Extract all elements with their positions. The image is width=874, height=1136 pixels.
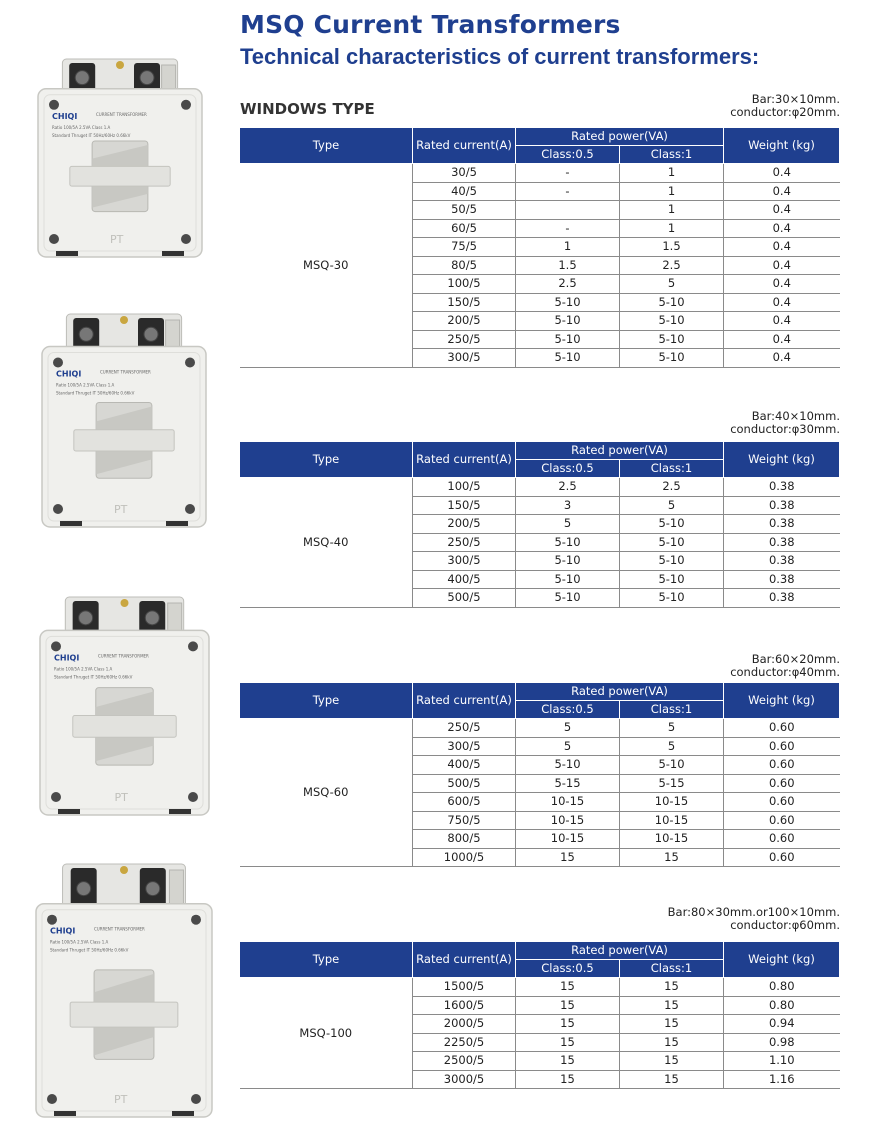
spec-bar: Bar:30×10mm. [751,92,840,106]
rated-current-cell: 300/5 [413,737,516,756]
class05-cell: 15 [516,1070,620,1089]
class1-cell: 5-10 [620,312,724,331]
mounting-hole [185,504,195,514]
spec-conductor: conductor:φ40mm. [730,665,840,679]
header-weight: Weight (kg) [724,942,840,978]
weight-cell: 0.60 [724,774,840,793]
brand-logo: CHIQI [56,369,82,379]
header-class05: Class:0.5 [516,146,620,164]
mounting-hole [188,641,198,651]
rated-current-cell: 750/5 [413,811,516,830]
terminal-screw [140,71,154,85]
class05-cell: 5-10 [516,349,620,368]
class05-cell: 5 [516,515,620,534]
spec-bar: Bar:80×30mm.or100×10mm. [667,905,840,919]
mounting-hole [53,358,63,368]
label-text: Ratio 100/5A 2.5VA Class 1.A [56,382,115,388]
rated-current-cell: 300/5 [413,349,516,368]
class1-cell: 10-15 [620,830,724,849]
rated-current-cell: 1500/5 [413,978,516,997]
weight-cell: 0.4 [724,256,840,275]
class05-cell: 10-15 [516,811,620,830]
class05-cell: - [516,219,620,238]
weight-cell: 0.80 [724,996,840,1015]
class1-cell: 15 [620,978,724,997]
rated-current-cell: 75/5 [413,238,516,257]
class05-cell: 15 [516,996,620,1015]
class1-cell: 15 [620,996,724,1015]
weight-cell: 0.38 [724,533,840,552]
class1-cell: 1 [620,201,724,220]
pt-mark: PT [110,233,124,246]
rated-current-cell: 250/5 [413,719,516,738]
type-cell: MSQ-100 [240,978,413,1089]
rated-current-cell: 400/5 [413,570,516,589]
weight-cell: 0.60 [724,811,840,830]
weight-cell: 0.38 [724,478,840,497]
header-rated-power: Rated power(VA) [516,128,724,146]
spec-bar: Bar:40×10mm. [751,409,840,423]
foot [56,251,78,256]
mounting-hole [49,100,59,110]
class1-cell: 5-10 [620,330,724,349]
class1-cell: 15 [620,1052,724,1071]
terminal-screw [145,611,159,625]
transformer-image-msq60 [32,593,217,823]
rated-current-cell: 250/5 [413,533,516,552]
header-rated-power: Rated power(VA) [516,683,724,701]
mounting-hole [188,792,198,802]
class05-cell: 5-10 [516,312,620,331]
header-type: Type [240,442,413,478]
label-text: CURRENT TRANSFORMER [94,926,145,932]
mounting-hole [181,100,191,110]
class05-cell: 1 [516,238,620,257]
spec-conductor: conductor:φ60mm. [730,918,840,932]
rated-current-cell: 150/5 [413,496,516,515]
weight-cell: 0.38 [724,570,840,589]
table-row [240,978,840,997]
label-text: CURRENT TRANSFORMER [98,653,149,659]
label-text: CURRENT TRANSFORMER [96,111,147,117]
terminal-pin [120,316,128,324]
foot [54,1111,76,1116]
class1-cell: 10-15 [620,793,724,812]
weight-cell: 1.16 [724,1070,840,1089]
class1-cell: 5-10 [620,589,724,608]
class1-cell: 1 [620,219,724,238]
header-type: Type [240,128,413,164]
rated-current-cell: 200/5 [413,515,516,534]
class1-cell: 5 [620,737,724,756]
terminal-screw [146,882,160,896]
weight-cell: 0.60 [724,737,840,756]
class05-cell: 5-10 [516,330,620,349]
weight-cell: 0.60 [724,830,840,849]
header-class05: Class:0.5 [516,701,620,719]
class1-cell: 5 [620,719,724,738]
rated-current-cell: 1000/5 [413,848,516,867]
class05-cell: 10-15 [516,793,620,812]
rated-current-cell: 50/5 [413,201,516,220]
spec-table-msq100 [239,941,840,1089]
weight-cell: 0.80 [724,978,840,997]
rated-current-cell: 400/5 [413,756,516,775]
header-row [240,683,840,701]
type-cell: MSQ-60 [240,719,413,867]
label-text: CURRENT TRANSFORMER [100,369,151,375]
table-row [240,164,840,183]
class05-cell: 15 [516,848,620,867]
window-crossbar [74,430,174,451]
spec-table-msq40 [239,441,840,608]
class05-cell: 10-15 [516,830,620,849]
terminal-screw [77,882,91,896]
class1-cell: 5 [620,496,724,515]
mounting-hole [51,641,61,651]
brand-logo: CHIQI [54,653,80,663]
weight-cell: 0.4 [724,293,840,312]
class05-cell: 2.5 [516,275,620,294]
class05-cell: 5-15 [516,774,620,793]
class1-cell: 1 [620,164,724,183]
mounting-hole [181,234,191,244]
rated-current-cell: 2250/5 [413,1033,516,1052]
rated-current-cell: 100/5 [413,275,516,294]
rated-current-cell: 800/5 [413,830,516,849]
class1-cell: 15 [620,1015,724,1034]
pt-mark: PT [114,503,128,516]
pt-mark: PT [114,1093,128,1106]
rated-current-cell: 300/5 [413,552,516,571]
class05-cell: 5 [516,737,620,756]
pt-mark: PT [114,791,128,804]
class1-cell: 5-10 [620,349,724,368]
spec-bar: Bar:60×20mm. [751,652,840,666]
terminal-pin [121,599,129,607]
rated-current-cell: 3000/5 [413,1070,516,1089]
class1-cell: 5-10 [620,515,724,534]
label-text: Standard Thruget IT 50Hz/60Hz 0.66kV [56,390,135,396]
rated-current-cell: 500/5 [413,589,516,608]
spec-note-msq60 [730,653,840,679]
rated-current-cell: 150/5 [413,293,516,312]
transformer-image-msq40 [34,310,214,535]
header-class1: Class:1 [620,146,724,164]
header-weight: Weight (kg) [724,442,840,478]
header-rated-current: Rated current(A) [413,442,516,478]
class05-cell: 15 [516,1033,620,1052]
header-class1: Class:1 [620,701,724,719]
weight-cell: 0.60 [724,848,840,867]
header-weight: Weight (kg) [724,683,840,719]
class05-cell [516,201,620,220]
terminal-pin [120,866,128,874]
weight-cell: 0.4 [724,330,840,349]
class05-cell: 5-10 [516,293,620,312]
spec-conductor: conductor:φ30mm. [730,422,840,436]
mounting-hole [47,915,57,925]
class1-cell: 15 [620,1070,724,1089]
brand-logo: CHIQI [50,926,76,936]
terminal-screw [144,327,158,341]
class05-cell: 5-10 [516,533,620,552]
foot [166,521,188,526]
class05-cell: 5-10 [516,552,620,571]
header-class05: Class:0.5 [516,460,620,478]
weight-cell: 1.10 [724,1052,840,1071]
foot [162,251,184,256]
rated-current-cell: 2500/5 [413,1052,516,1071]
class1-cell: 15 [620,1033,724,1052]
class05-cell: - [516,182,620,201]
type-cell: MSQ-40 [240,478,413,608]
weight-cell: 0.4 [724,201,840,220]
class1-cell: 5-10 [620,756,724,775]
mounting-hole [191,915,201,925]
weight-cell: 0.38 [724,552,840,571]
weight-cell: 0.98 [724,1033,840,1052]
weight-cell: 0.60 [724,719,840,738]
spec-table-msq30 [239,127,840,368]
window-crossbar [70,1002,178,1027]
transformer-image-msq30 [30,55,210,265]
label-text: Ratio 100/5A 2.5VA Class 1.A [52,124,111,130]
rated-current-cell: 250/5 [413,330,516,349]
table-row [240,719,840,738]
page-title: MSQ Current Transformers [240,10,621,39]
class05-cell: 5-10 [516,589,620,608]
header-rated-current: Rated current(A) [413,683,516,719]
header-class05: Class:0.5 [516,960,620,978]
weight-cell: 0.60 [724,793,840,812]
weight-cell: 0.38 [724,589,840,608]
class1-cell: 5-10 [620,552,724,571]
header-weight: Weight (kg) [724,128,840,164]
header-row [240,942,840,960]
header-type: Type [240,942,413,978]
class05-cell: 5 [516,719,620,738]
rated-current-cell: 30/5 [413,164,516,183]
class05-cell: 1.5 [516,256,620,275]
rated-current-cell: 100/5 [413,478,516,497]
header-rated-power: Rated power(VA) [516,942,724,960]
class05-cell: 5-10 [516,570,620,589]
class05-cell: - [516,164,620,183]
spec-note-msq40 [730,410,840,436]
rated-current-cell: 1600/5 [413,996,516,1015]
weight-cell: 0.4 [724,275,840,294]
class1-cell: 10-15 [620,811,724,830]
spec-table-msq60 [239,682,840,867]
class1-cell: 5-10 [620,533,724,552]
weight-cell: 0.38 [724,496,840,515]
weight-cell: 0.4 [724,238,840,257]
weight-cell: 0.60 [724,756,840,775]
foot [172,1111,194,1116]
terminal-screw [75,71,89,85]
transformer-image-msq100 [28,860,220,1125]
weight-cell: 0.38 [724,515,840,534]
rated-current-cell: 60/5 [413,219,516,238]
type-cell: MSQ-30 [240,164,413,368]
class1-cell: 1.5 [620,238,724,257]
terminal-screw [79,327,93,341]
mounting-hole [53,504,63,514]
weight-cell: 0.4 [724,182,840,201]
rated-current-cell: 40/5 [413,182,516,201]
mounting-hole [191,1094,201,1104]
page-subtitle: Technical characteristics of current transformers: [240,44,760,69]
header-row [240,128,840,146]
class1-cell: 5 [620,275,724,294]
mounting-hole [185,358,195,368]
class05-cell: 15 [516,978,620,997]
weight-cell: 0.4 [724,219,840,238]
window-crossbar [73,716,176,738]
header-class1: Class:1 [620,460,724,478]
foot [169,809,191,814]
class05-cell: 15 [516,1052,620,1071]
class05-cell: 5-10 [516,756,620,775]
header-rated-power: Rated power(VA) [516,442,724,460]
class1-cell: 2.5 [620,478,724,497]
header-rated-current: Rated current(A) [413,942,516,978]
terminal-screw [79,611,93,625]
rated-current-cell: 200/5 [413,312,516,331]
weight-cell: 0.4 [724,164,840,183]
class1-cell: 15 [620,848,724,867]
section-heading: WINDOWS TYPE [240,100,375,118]
brand-logo: CHIQI [52,111,78,121]
terminal-pin [116,61,124,69]
class1-cell: 1 [620,182,724,201]
label-text: Standard Thruget IT 50Hz/60Hz 0.66kV [54,674,133,680]
rated-current-cell: 80/5 [413,256,516,275]
class05-cell: 2.5 [516,478,620,497]
spec-conductor: conductor:φ20mm. [730,105,840,119]
mounting-hole [51,792,61,802]
class1-cell: 5-10 [620,293,724,312]
table-row [240,478,840,497]
class05-cell: 3 [516,496,620,515]
weight-cell: 0.4 [724,349,840,368]
header-type: Type [240,683,413,719]
mounting-hole [49,234,59,244]
window-crossbar [70,166,170,186]
class1-cell: 5-15 [620,774,724,793]
foot [58,809,80,814]
class1-cell: 5-10 [620,570,724,589]
weight-cell: 0.94 [724,1015,840,1034]
header-row [240,442,840,460]
header-class1: Class:1 [620,960,724,978]
class05-cell: 15 [516,1015,620,1034]
label-text: Standard Thruget IT 50Hz/60Hz 0.66kV [50,947,129,953]
mounting-hole [47,1094,57,1104]
rated-current-cell: 500/5 [413,774,516,793]
foot [60,521,82,526]
spec-note-msq100 [668,906,840,932]
rated-current-cell: 2000/5 [413,1015,516,1034]
header-rated-current: Rated current(A) [413,128,516,164]
label-text: Ratio 100/5A 2.5VA Class 1.A [54,666,113,672]
label-text: Ratio 100/5A 2.5VA Class 1.A [50,939,109,945]
rated-current-cell: 600/5 [413,793,516,812]
weight-cell: 0.4 [724,312,840,331]
label-text: Standard Thruget IT 50Hz/60Hz 0.66kV [52,132,131,138]
class1-cell: 2.5 [620,256,724,275]
spec-note-msq30 [730,93,840,119]
